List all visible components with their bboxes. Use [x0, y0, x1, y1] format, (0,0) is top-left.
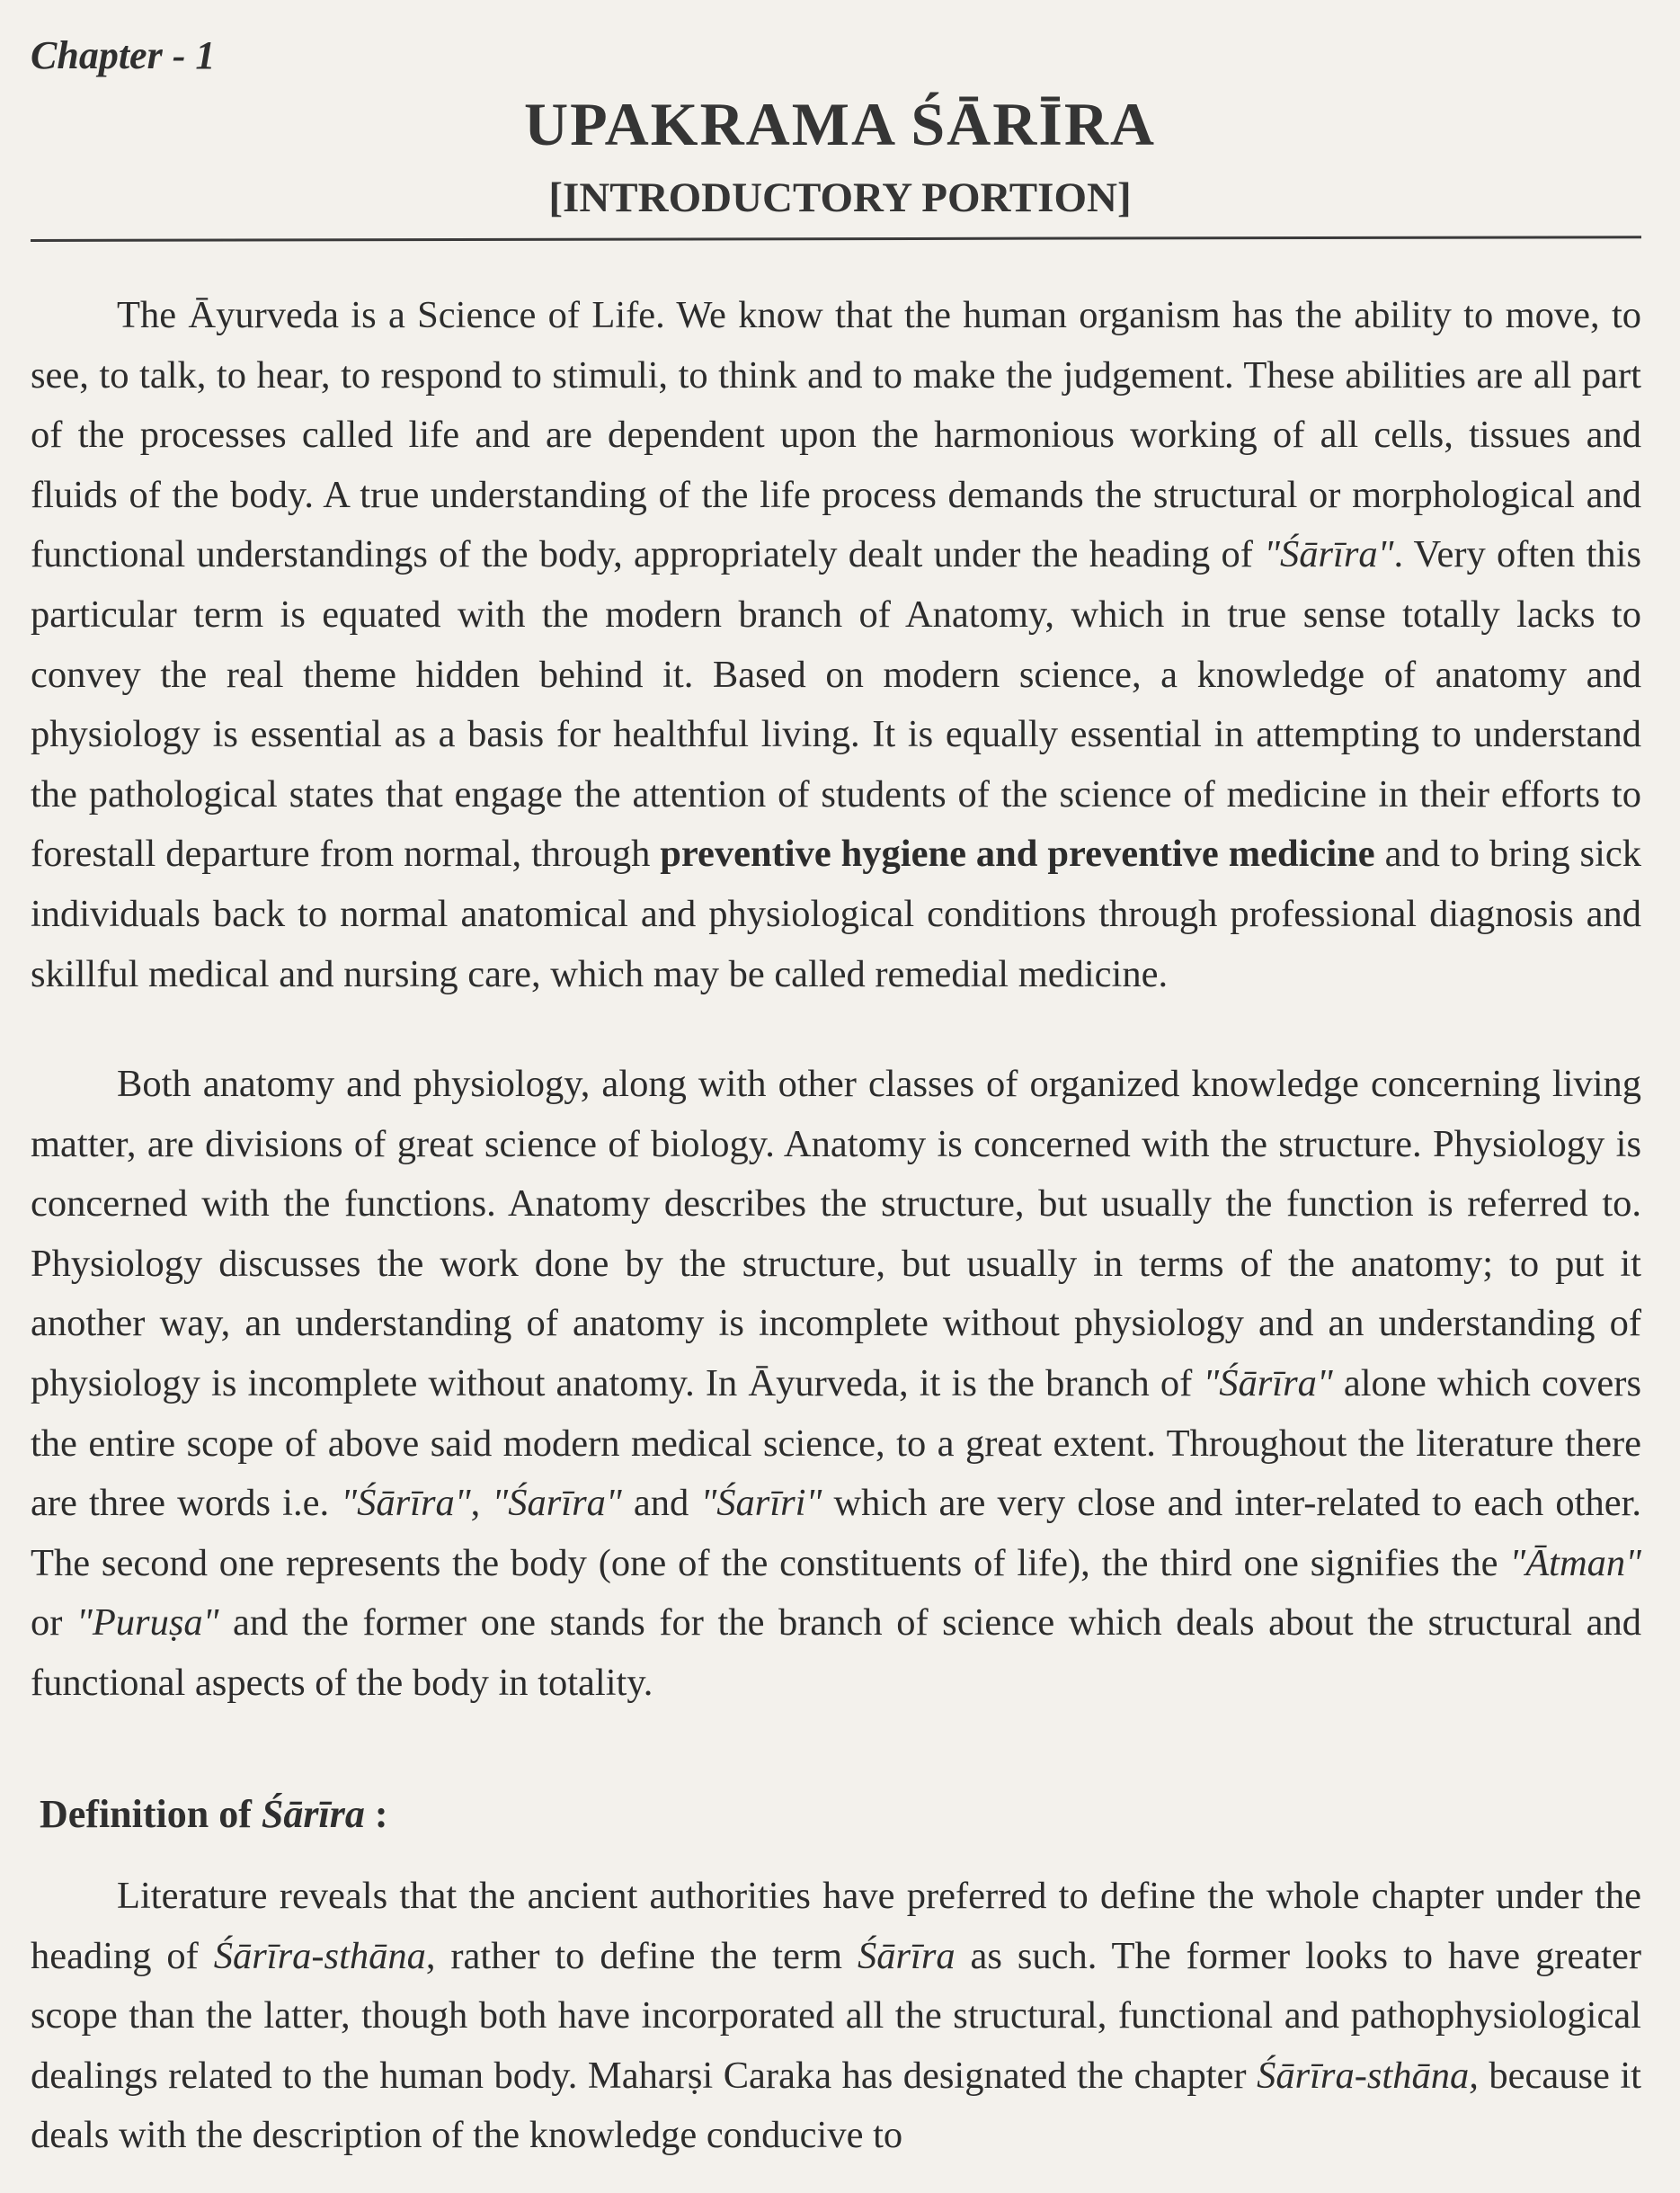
para3-text-2: , rather to define the term — [425, 1934, 858, 1977]
para2-text-1: Both anatomy and physiology, along with other classes of organized knowledge concerning living matter, are divisions of great science of biology. Anatomy is concerned with the structure. Physiology is concerned with the functions. Anatomy describes the structure, but usually the function is referred to. Physiology discusses the work done by the structure, but usually in terms of the anatomy; to put it another way, an understanding of anatomy is incomplete without physiology and an understanding of physiology is incomplete without anatomy. In Āyurveda, it is the branch of — [31, 1063, 1641, 1404]
section-heading-suffix: : — [364, 1792, 388, 1836]
chapter-label: Chapter - 1 — [31, 33, 216, 77]
para3-text-1: Literature reveals that the ancient authorities have preferred to define the whole chapter under the heading of — [31, 1875, 1641, 1977]
para2-text-5: which are very close and inter-related to each other. The second one represents the body (one of the constituents of life), the third one signifies the — [31, 1482, 1642, 1584]
para1-text-1: The Āyurveda is a Science of Life. We know that the human organism has the ability to move, to see, to talk, to hear, to respond to stimuli, to think and to make the judgement. These abilities are all part of the processes called life and are dependent upon the harmonious working of all cells, tissues and fluids of the body. A true understanding of the life process demands the structural or morphological and functional understandings of the body, appropriately dealt under the heading of — [31, 294, 1641, 576]
paragraph-definition — [31, 1867, 1641, 2166]
para1-bold-phrase: preventive hygiene and preventive medicine — [660, 833, 1375, 876]
para3-term-2: Śārīra — [858, 1934, 956, 1977]
chapter-subtitle: [INTRODUCTORY PORTION] — [548, 174, 1132, 221]
para2-text-3: , — [470, 1482, 493, 1525]
section-heading-term: Śārīra — [261, 1792, 365, 1836]
para3-text-3: as such. The former looks to have greater scope than the latter, though both have incorporated all the structural, functional and pathophysiological dealings related to the human body. Maharṣi Caraka has designated the chapter — [31, 1934, 1642, 2097]
para2-text-4: and — [621, 1482, 701, 1525]
section-heading-prefix: Definition of — [40, 1792, 262, 1836]
para3-term-1: Śārīra-sthāna — [213, 1934, 426, 1977]
para2-text-7: and the former one stands for the branch of science which deals about the structural and functional aspects of the body in totality. — [31, 1601, 1642, 1704]
section-heading-definition — [40, 1791, 388, 1837]
chapter-title: UPAKRAMA ŚĀRĪRA — [523, 90, 1157, 158]
para3-text-4: because it deals with the description of the knowledge conducive to — [31, 2054, 1641, 2157]
paragraph-intro — [31, 286, 1641, 1004]
para2-text-2: alone which covers the entire scope of above said modern medical science, to a great extent. Throughout the literature there are three words i.e. — [31, 1361, 1641, 1525]
para2-term-3: "Śarīra" — [492, 1482, 622, 1525]
para2-term-1: "Śārīra" — [1203, 1361, 1333, 1404]
para2-term-6: "Puruṣa" — [76, 1601, 219, 1645]
para1-text-3: and to bring sick individuals back to normal anatomical and physiological conditions through professional diagnosis and skillful medical and nursing care, which may be called remedial medicine. — [31, 833, 1642, 995]
para2-term-2: "Śārīra" — [341, 1482, 471, 1525]
para2-term-4: "Śarīri" — [700, 1482, 822, 1525]
para1-text-2: . Very often this particular term is equated with the modern branch of Anatomy, which in true sense totally lacks to convey the real theme hidden behind it. Based on modern science, a knowledge of anatomy and physiology is essential as a basis for healthful living. It is equally essential in attempting to understand the pathological states that engage the attention of students of the science of medicine in their efforts to forestall departure from normal, through — [31, 533, 1641, 876]
para2-text-6: or — [31, 1601, 76, 1645]
para2-term-5: "Ātman" — [1509, 1541, 1641, 1584]
title-rule — [31, 236, 1641, 242]
para1-term-1: "Śārīra" — [1264, 533, 1394, 576]
para3-term-3: Śārīra-sthāna, — [1257, 2054, 1479, 2097]
paragraph-anatomy-physiology — [31, 1055, 1641, 1714]
